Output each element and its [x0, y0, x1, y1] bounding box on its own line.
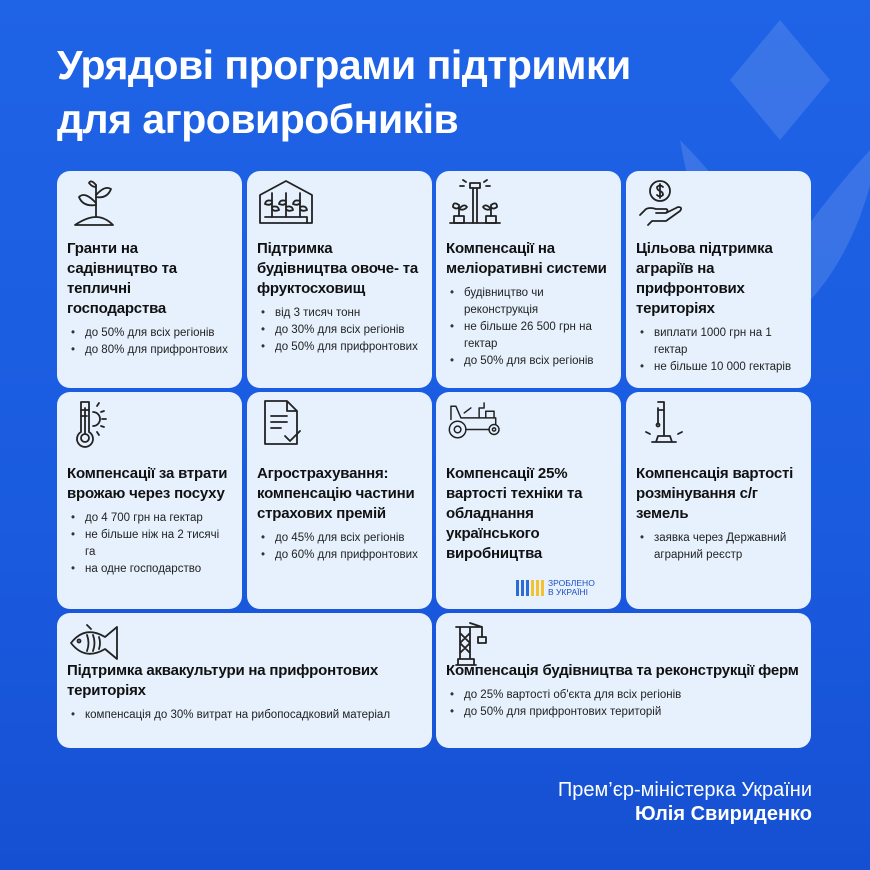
- greenhouse-icon: [257, 177, 315, 227]
- card-bullets: [640, 530, 801, 564]
- card-title: Компенсація будівництва та реконструкції ферм: [446, 662, 799, 679]
- card-title: Підтримка будівництва овоче- та фруктосховищ: [257, 240, 419, 297]
- program-card: [436, 613, 811, 748]
- card-bullets: [71, 510, 232, 578]
- card-title: Компенсації на меліоративні системи: [446, 240, 607, 277]
- bullet-item: • на одне господарство: [71, 561, 232, 578]
- bullet-item: • будівництво чи реконструкція: [450, 285, 611, 319]
- card-bullets: [450, 687, 801, 721]
- irrigation-icon: [446, 177, 504, 227]
- bullet-item: • до 50% для всіх регіонів: [71, 325, 232, 342]
- card-title: Гранти на садівництво та тепличні господарства: [67, 240, 177, 317]
- card-title: Цільова підтримка аграріїв на прифронтових територіях: [636, 240, 773, 317]
- seedling-icon: [67, 177, 125, 227]
- card-bullets: [71, 707, 422, 724]
- bullet-item: • до 45% для всіх регіонів: [261, 530, 422, 547]
- program-card: [626, 392, 811, 609]
- signature: Прем’єр-міністерка України Юлія Свириденко: [557, 779, 812, 825]
- program-card: [57, 613, 432, 748]
- bullet-item: • компенсація до 30% витрат на рибопосадковий матеріал: [71, 707, 422, 724]
- money-hand-icon: [636, 177, 694, 227]
- bullet-item: • до 50% для прифронтових територій: [450, 704, 801, 721]
- card-bullets: [640, 325, 801, 376]
- bullet-item: • до 30% для всіх регіонів: [261, 322, 422, 339]
- program-card: [247, 171, 432, 388]
- card-bullets: [261, 530, 422, 564]
- page-title: Урядові програми підтримки для агровиробників: [57, 42, 631, 142]
- bullet-item: • виплати 1000 грн на 1 гектар: [640, 325, 801, 359]
- card-bullets: [71, 325, 232, 359]
- program-card: [436, 392, 621, 609]
- bullet-item: • до 80% для прифронтових: [71, 342, 232, 359]
- program-card: [626, 171, 811, 388]
- bullet-item: • до 4 700 грн на гектар: [71, 510, 232, 527]
- card-title: Компенсація вартості розмінування с/г земель: [636, 465, 794, 522]
- card-bullets: [450, 285, 611, 370]
- tractor-icon: [446, 398, 504, 448]
- program-card: [57, 392, 242, 609]
- card-title: Компенсації 25% вартості техніки та обладнання українського виробництва: [446, 465, 583, 562]
- bullet-item: • від 3 тисяч тонн: [261, 305, 422, 322]
- bullet-item: • до 50% для всіх регіонів: [450, 353, 611, 370]
- document-check-icon: [257, 398, 315, 448]
- bullet-item: • не більше 10 000 гектарів: [640, 359, 801, 376]
- program-card: [247, 392, 432, 609]
- card-bullets: [261, 305, 422, 356]
- bullet-item: • до 60% для прифронтових: [261, 547, 422, 564]
- card-title: Підтримка аквакультури на прифронтових територіях: [67, 662, 379, 699]
- bullet-item: • до 50% для прифронтових: [261, 339, 422, 356]
- made-in-ukraine-badge: ЗРОБЛЕНО В УКРАЇНІ: [516, 579, 595, 597]
- program-card: [436, 171, 621, 388]
- card-title: Компенсації за втрати врожаю через посуху: [67, 465, 228, 502]
- bullet-item: • до 25% вартості об'єкта для всіх регіонів: [450, 687, 801, 704]
- card-title: Агрострахування: компенсацію частини страхових премій: [257, 465, 415, 522]
- thermometer-sun-icon: [67, 398, 125, 448]
- bullet-item: • заявка через Державний аграрний реєстр: [640, 530, 801, 564]
- bullet-item: • не більше ніж на 2 тисячі га: [71, 527, 232, 561]
- program-card: [57, 171, 242, 388]
- demining-icon: [636, 398, 694, 448]
- bullet-item: • не більше 26 500 грн на гектар: [450, 319, 611, 353]
